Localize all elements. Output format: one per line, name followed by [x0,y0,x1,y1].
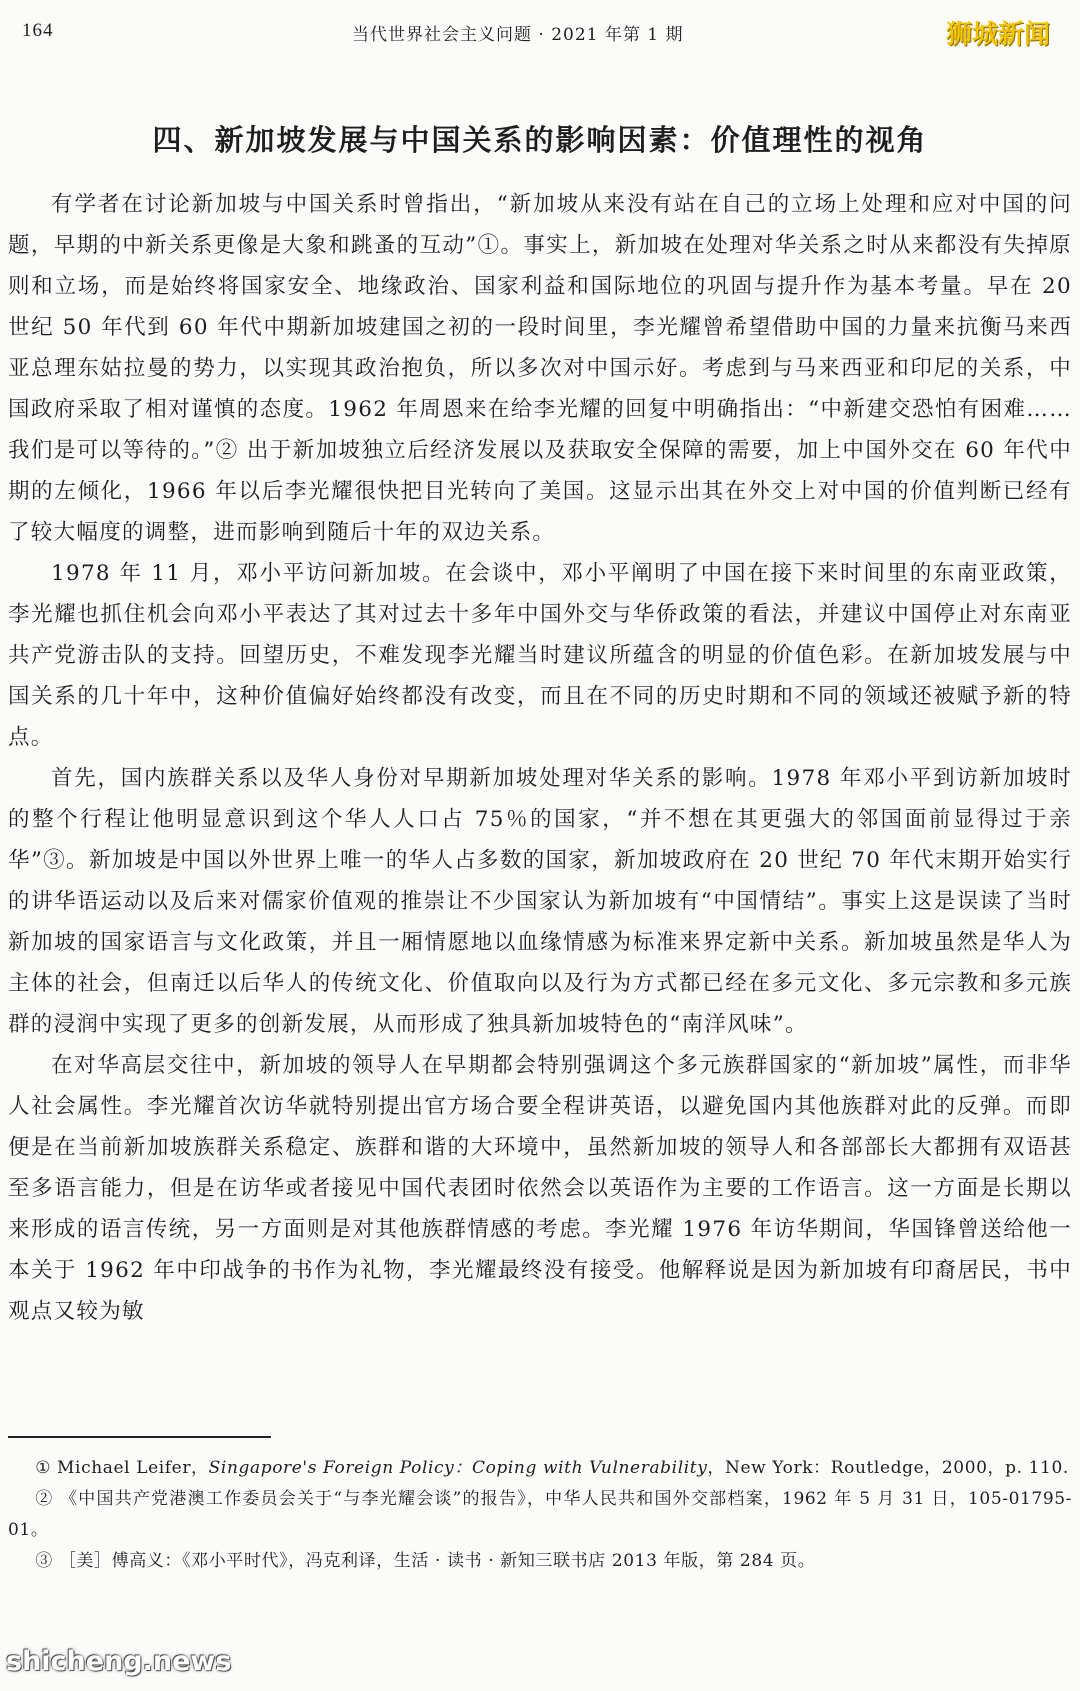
running-head: 当代世界社会主义问题 · 2021 年第 1 期 [352,25,684,45]
footnote-text: 《中国共产党港澳工作委员会关于“与李光耀会谈”的报告》，中华人民共和国外交部档案，1962 年 5 月 31 日，105-01795-01。 [8,1489,1073,1540]
footnote-mark: ③ [35,1551,53,1571]
footnote-text: ［美］傅高义：《邓小平时代》，冯克利译，生活 · 读书 · 新知三联书店 2013 年版，第 284 页。 [58,1551,816,1571]
page-number: 164 [22,20,54,41]
footnote-3 [8,1546,1072,1577]
footnotes [8,1453,1072,1577]
footnote-author: Michael Leifer， [57,1458,209,1478]
paragraph-2: 1978 年 11 月，邓小平访问新加坡。在会谈中，邓小平阐明了中国在接下来时间里的东南亚政策，李光耀也抓住机会向邓小平表达了其对过去十多年中国外交与华侨政策的看法，并建议中国停止对东南亚共产党游击队的支持。回望历史，不难发现李光耀当时建议所蕴含的明显的价值色彩。在新加坡发展与中国关系的几十年中，这种价值偏好始终都没有改变，而且在不同的历史时期和不同的领域还被赋予新的特点。 [8,561,1072,750]
page-header [22,18,1062,52]
source-watermark: shicheng.news [6,1646,232,1677]
footnote-publication: ，New York：Routledge，2000，p. 110. [707,1458,1069,1478]
paragraph-3: 首先，国内族群关系以及华人身份对早期新加坡处理对华关系的影响。1978 年邓小平到访新加坡时的整个行程让他明显意识到这个华人人口占 75％的国家，“并不想在其更强大的邻国面前显得过于亲华”③。新加坡是中国以外世界上唯一的华人占多数的国家，新加坡政府在 20 世纪 70 年代末期开始实行的讲华语运动以及后来对儒家价值观的推崇让不少国家认为新加坡有“中国情结”。事实上这是误读了当时新加坡的国家语言与文化政策，并且一厢情愿地以血缘情感为标准来界定新中关系。新加坡虽然是华人为主体的社会，但南迁以后华人的传统文化、价值取向以及行为方式都已经在多元文化、多元宗教和多元族群的浸润中实现了更多的创新发展，从而形成了独具新加坡特色的“南洋风味”。 [8,766,1072,1037]
brand-logo: 狮城新闻 [945,20,1050,50]
footnote-mark: ① [35,1458,52,1478]
article-body [8,184,1072,1332]
footnote-book-title: Singapore's Foreign Policy：Coping with Vulnerability [208,1458,708,1478]
footnote-divider [8,1436,271,1438]
section-title: 四、新加坡发展与中国关系的影响因素：价值理性的视角 [152,123,928,157]
footnote-2 [8,1484,1072,1546]
footnote-mark: ② [35,1489,54,1509]
footnote-1 [8,1453,1072,1484]
paragraph-1: 有学者在讨论新加坡与中国关系时曾指出，“新加坡从来没有站在自己的立场上处理和应对中国的问题，早期的中新关系更像是大象和跳蚤的互动”①。事实上，新加坡在处理对华关系之时从来都没有失掉原则和立场，而是始终将国家安全、地缘政治、国家利益和国际地位的巩固与提升作为基本考量。早在 20 世纪 50 年代到 60 年代中期新加坡建国之初的一段时间里，李光耀曾希望借助中国的力量来抗衡马来西亚总理东姑拉曼的势力，以实现其政治抱负，所以多次对中国示好。考虑到与马来西亚和印尼的关系，中国政府采取了相对谨慎的态度。1962 年周恩来在给李光耀的回复中明确指出：“中新建交恐怕有困难……我们是可以等待的。”② 出于新加坡独立后经济发展以及获取安全保障的需要，加上中国外交在 60 年代中期的左倾化，1966 年以后李光耀很快把目光转向了美国。这显示出其在外交上对中国的价值判断已经有了较大幅度的调整，进而影响到随后十年的双边关系。 [8,192,1072,545]
paragraph-4: 在对华高层交往中，新加坡的领导人在早期都会特别强调这个多元族群国家的“新加坡”属性，而非华人社会属性。李光耀首次访华就特别提出官方场合要全程讲英语，以避免国内其他族群对此的反弹。而即便是在当前新加坡族群关系稳定、族群和谐的大环境中，虽然新加坡的领导人和各部部长大都拥有双语甚至多语言能力，但是在访华或者接见中国代表团时依然会以英语作为主要的工作语言。这一方面是长期以来形成的语言传统，另一方面则是对其他族群情感的考虑。李光耀 1976 年访华期间，华国锋曾送给他一本关于 1962 年中印战争的书作为礼物，李光耀最终没有接受。他解释说是因为新加坡有印裔居民，书中观点又较为敏 [8,1053,1072,1324]
